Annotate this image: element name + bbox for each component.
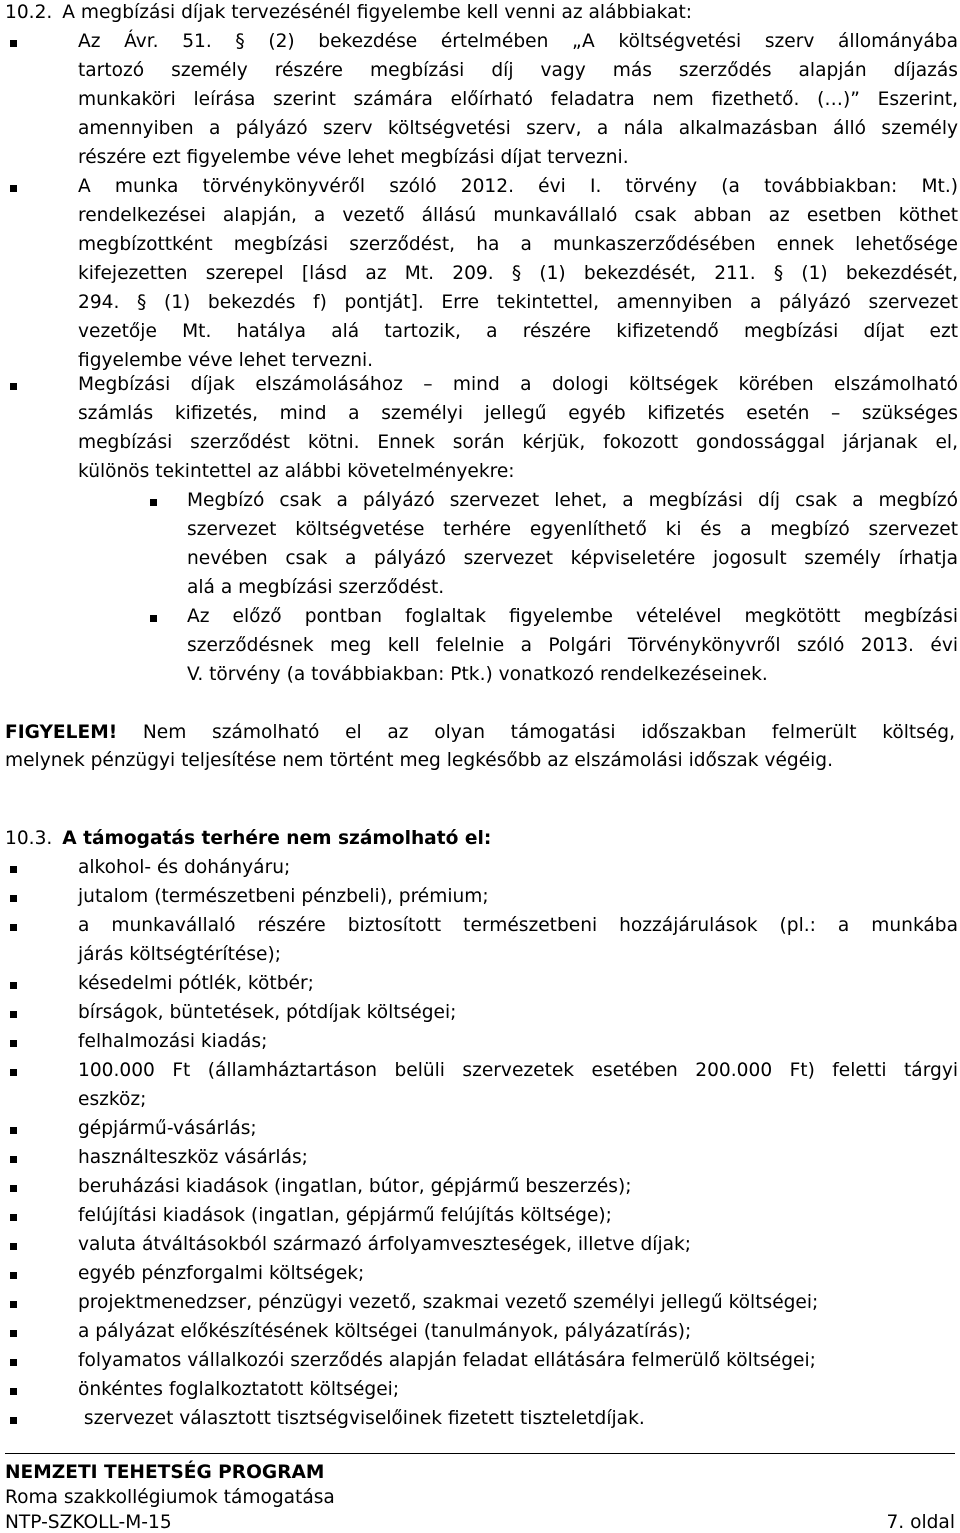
- list-item: beruházási kiadások (ingatlan, bútor, gépjármű beszerzés);: [78, 1176, 632, 1197]
- sub1-line-4: alá a megbízási szerződést.: [187, 577, 445, 598]
- list-item: felújítási kiadások (ingatlan, gépjármű felújítás költsége);: [78, 1205, 612, 1226]
- bullet-square-icon: [10, 1214, 17, 1221]
- list-item: szervezet választott tisztségviselőinek fizetett tiszteletdíjak.: [78, 1408, 645, 1429]
- list-item: a munkavállaló részére biztosított természetbeni hozzájárulások (pl.: a munkába: [78, 915, 958, 936]
- bullet-square-icon: [10, 1359, 17, 1366]
- bullet-square-icon: [10, 1417, 17, 1424]
- sub2-line-3: V. törvény (a továbbiakban: Ptk.) vonatkozó rendelkezéseinek.: [187, 664, 768, 685]
- item2-line-2: rendelkezései alapján, a vezető állású munkavállaló csak abban az esetben köthet: [78, 205, 958, 226]
- item1-line-4: amennyiben a pályázó szerv költségvetési szerv, a nála alkalmazásban álló személy: [78, 118, 958, 139]
- heading-number: 10.2.: [5, 2, 53, 23]
- bullet-square-icon: [10, 1330, 17, 1337]
- warning-text-1: Nem számolható el az olyan támogatási időszakban felmerült költség,: [117, 722, 955, 743]
- item3-line-4: különös tekintettel az alábbi követelményekre:: [78, 461, 515, 482]
- warning-label: FIGYELEM!: [5, 722, 118, 743]
- footer-code: NTP-SZKOLL-M-15: [5, 1512, 172, 1533]
- item1-line-1: Az Ávr. 51. § (2) bekezdése értelmében „A költségvetési szerv állományába: [78, 31, 958, 52]
- bullet-square-icon: [150, 499, 157, 506]
- item1-line-3: munkaköri leírása szerint számára előírható feladatra nem fizethető. (…)” Eszerint,: [78, 89, 958, 110]
- heading-number: 10.3.: [5, 828, 53, 849]
- item1-line-2: tartozó személy részére megbízási díj vagy más szerződés alapján díjazás: [78, 60, 958, 81]
- sub1-line-3: nevében csak a pályázó szervezet képviseletére jogosult személy írhatja: [187, 548, 958, 569]
- bullet-square-icon: [10, 924, 17, 931]
- sub2-line-2: szerződésnek meg kell felelnie a Polgári Törvénykönyvről szóló 2013. évi: [187, 635, 958, 656]
- bullet-square-icon: [150, 615, 157, 622]
- bullet-square-icon: [10, 1272, 17, 1279]
- item1-line-5: részére ezt figyelembe véve lehet megbízási díjat tervezni.: [78, 147, 629, 168]
- section-10-2-heading: [5, 2, 692, 23]
- list-item: késedelmi pótlék, kötbér;: [78, 973, 314, 994]
- list-item: jutalom (természetbeni pénzbeli), prémium;: [78, 886, 489, 907]
- item2-line-7: figyelembe véve lehet tervezni.: [78, 350, 374, 371]
- list-item-continuation: járás költségtérítése);: [78, 944, 281, 965]
- bullet-square-icon: [10, 1301, 17, 1308]
- list-item: a pályázat előkészítésének költségei (tanulmányok, pályázatírás);: [78, 1321, 692, 1342]
- bullet-square-icon: [10, 1185, 17, 1192]
- footer-divider: [5, 1453, 955, 1454]
- sub1-line-1: Megbízó csak a pályázó szervezet lehet, a megbízási díj csak a megbízó: [187, 490, 958, 511]
- item3-line-1: Megbízási díjak elszámolásához – mind a dologi költségek körében elszámolható: [78, 374, 958, 395]
- sub1-line-2: szervezet költségvetése terhére egyenlíthető ki és a megbízó szervezet: [187, 519, 958, 540]
- item2-line-5: 294. § (1) bekezdés f) pontját]. Erre tekintettel, amennyiben a pályázó szervezet: [78, 292, 958, 313]
- list-item: használteszköz vásárlás;: [78, 1147, 308, 1168]
- footer-program: NEMZETI TEHETSÉG PROGRAM: [5, 1462, 325, 1483]
- bullet-square-icon: [10, 1127, 17, 1134]
- bullet-square-icon: [10, 40, 17, 47]
- list-item: 100.000 Ft (államháztartáson belüli szervezetek esetében 200.000 Ft) feletti tárgyi: [78, 1060, 958, 1081]
- list-item: egyéb pénzforgalmi költségek;: [78, 1263, 365, 1284]
- footer-subtitle: Roma szakkollégiumok támogatása: [5, 1487, 335, 1508]
- bullet-square-icon: [10, 1040, 17, 1047]
- footer-page-number: 7. oldal: [886, 1512, 955, 1533]
- sub2-line-1: Az előző pontban foglaltak figyelembe vételével megkötött megbízási: [187, 606, 958, 627]
- item2-line-4: kifejezetten szerepel [lásd az Mt. 209. § (1) bekezdését, 211. § (1) bekezdését,: [78, 263, 958, 284]
- list-item: felhalmozási kiadás;: [78, 1031, 268, 1052]
- item3-line-3: megbízási szerződést kötni. Ennek során kérjük, fokozott gondossággal járjanak el,: [78, 432, 958, 453]
- bullet-square-icon: [10, 185, 17, 192]
- list-item: folyamatos vállalkozói szerződés alapján feladat ellátására felmerülő költségei;: [78, 1350, 816, 1371]
- bullet-square-icon: [10, 895, 17, 902]
- heading-text: A megbízási díjak tervezésénél figyelembe kell venni az alábbiakat:: [62, 2, 693, 23]
- warning-line-1: [5, 722, 955, 743]
- item2-line-1: A munka törvénykönyvéről szóló 2012. évi I. törvény (a továbbiakban: Mt.): [78, 176, 958, 197]
- list-item: projektmenedzser, pénzügyi vezető, szakmai vezető személyi jellegű költségei;: [78, 1292, 819, 1313]
- bullet-square-icon: [10, 1243, 17, 1250]
- section-10-3-heading: [5, 828, 491, 849]
- list-item: valuta átváltásokból származó árfolyamveszteségek, illetve díjak;: [78, 1234, 692, 1255]
- list-item: gépjármű-vásárlás;: [78, 1118, 257, 1139]
- bullet-square-icon: [10, 982, 17, 989]
- list-item: alkohol- és dohányáru;: [78, 857, 291, 878]
- bullet-square-icon: [10, 383, 17, 390]
- bullet-square-icon: [10, 866, 17, 873]
- item2-line-3: megbízottként megbízási szerződést, ha a munkaszerződésében ennek lehetősége: [78, 234, 958, 255]
- list-item: bírságok, büntetések, pótdíjak költségei;: [78, 1002, 457, 1023]
- bullet-square-icon: [10, 1156, 17, 1163]
- bullet-square-icon: [10, 1388, 17, 1395]
- heading-text: A támogatás terhére nem számolható el:: [62, 828, 492, 849]
- list-item-continuation: eszköz;: [78, 1089, 147, 1110]
- list-item: önkéntes foglalkoztatott költségei;: [78, 1379, 400, 1400]
- bullet-square-icon: [10, 1011, 17, 1018]
- item3-line-2: számlás kifizetés, mind a személyi jellegű egyéb kifizetés esetén – szükséges: [78, 403, 958, 424]
- warning-line-2: melynek pénzügyi teljesítése nem történt meg legkésőbb az elszámolási időszak végéig.: [5, 750, 834, 771]
- item2-line-6: vezetője Mt. hatálya alá tartozik, a részére kifizetendő megbízási díjat ezt: [78, 321, 958, 342]
- bullet-square-icon: [10, 1069, 17, 1076]
